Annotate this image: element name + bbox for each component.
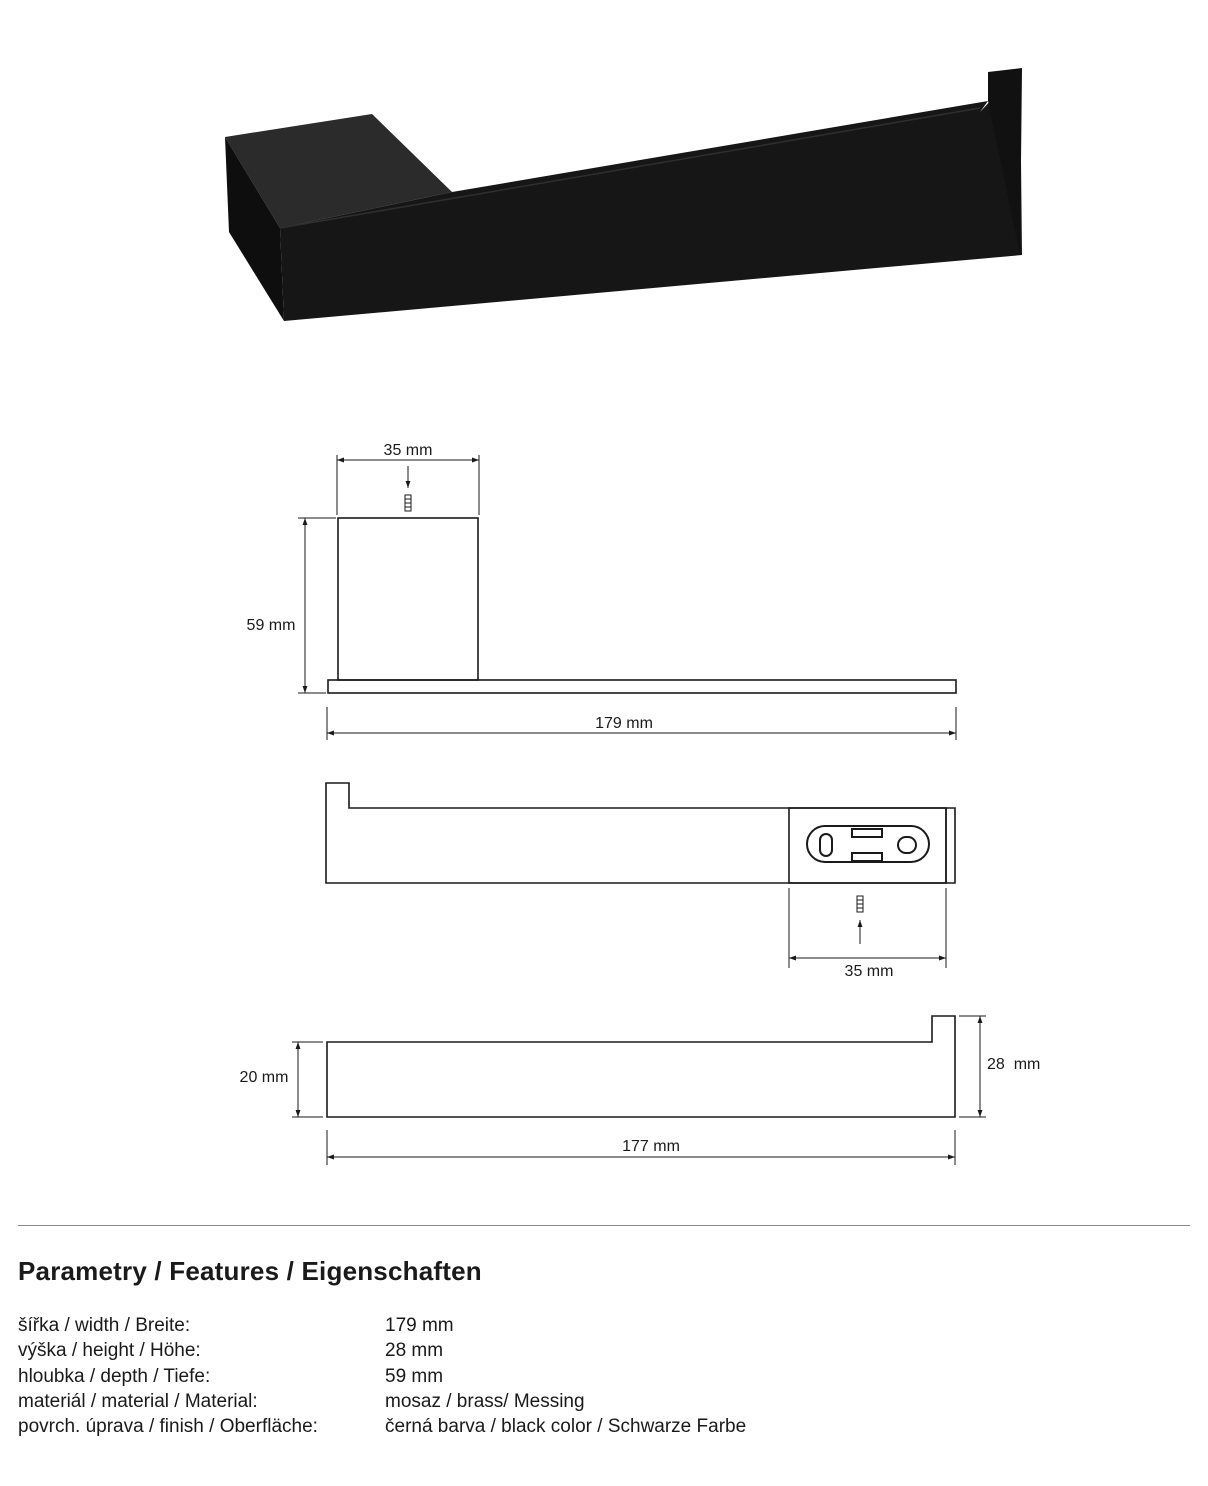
table-row (18, 1364, 746, 1389)
screw-icon (857, 896, 863, 912)
dimension-label: 28 mm (987, 1056, 1041, 1073)
product-render (225, 68, 1022, 321)
feature-label: hloubka / depth / Tiefe: (18, 1365, 211, 1387)
dimension-label: 177 mm (622, 1138, 680, 1155)
top-view (298, 455, 956, 740)
dimension-label: 59 mm (246, 617, 296, 634)
feature-value: 59 mm (385, 1365, 444, 1387)
feature-value: mosaz / brass/ Messing (385, 1390, 585, 1412)
features-title: Parametry / Features / Eigenschaften (18, 1256, 482, 1286)
feature-value: 28 mm (385, 1340, 444, 1362)
features-table (18, 1313, 746, 1439)
front-view (326, 783, 955, 968)
section-divider (18, 1225, 1190, 1226)
dimension-label: 20 mm (239, 1069, 289, 1086)
feature-value: 179 mm (385, 1315, 454, 1336)
table-row (18, 1389, 746, 1414)
table-row (18, 1313, 746, 1338)
dimension-label: 179 mm (595, 715, 653, 732)
feature-label: materiál / material / Material: (18, 1390, 258, 1412)
dimension-label: 35 mm (383, 442, 433, 459)
table-row (18, 1414, 746, 1439)
table-row (18, 1338, 746, 1363)
feature-value: černá barva / black color / Schwarze Farbe (385, 1416, 747, 1438)
screw-icon (405, 495, 411, 511)
mounting-bracket-icon (807, 826, 929, 862)
feature-label: povrch. úprava / finish / Oberfläche: (18, 1416, 318, 1438)
dimension-label: 35 mm (844, 963, 894, 980)
feature-label: šířka / width / Breite: (18, 1315, 191, 1336)
feature-label: výška / height / Höhe: (18, 1340, 201, 1362)
